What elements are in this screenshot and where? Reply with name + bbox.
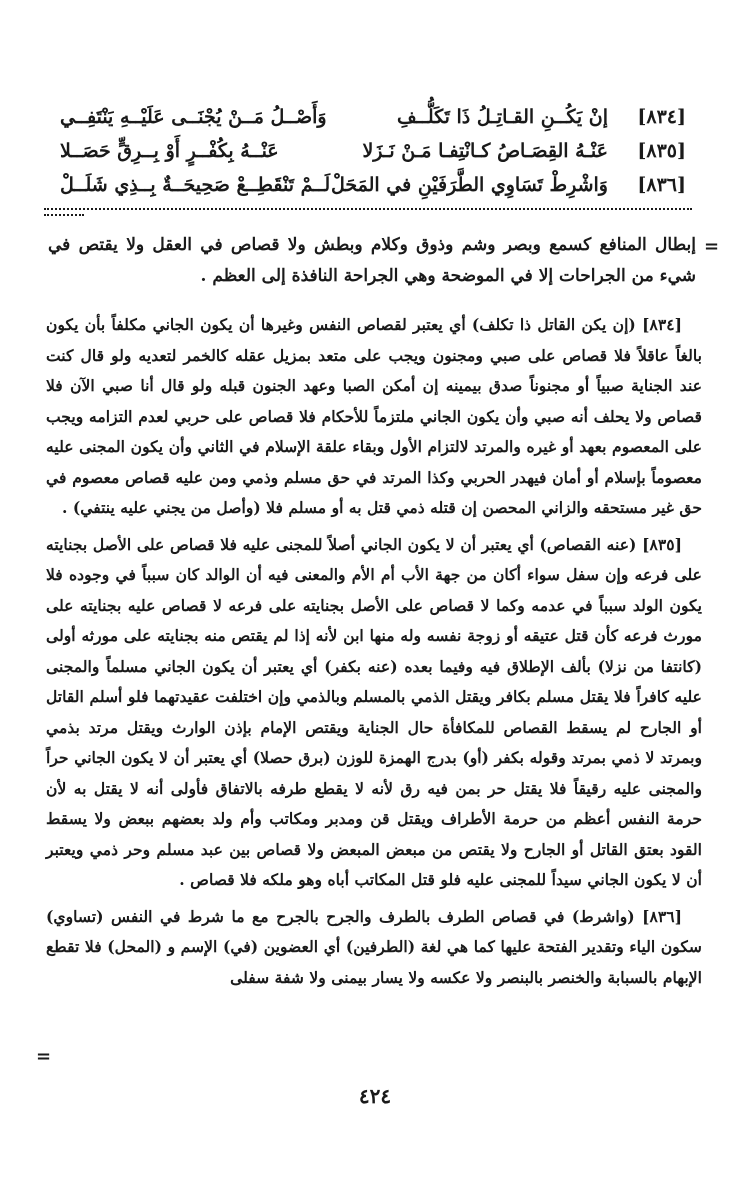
dotted-separator (44, 208, 692, 210)
verse-number: [٨٣٦] (637, 174, 686, 196)
continuation-mark: = (704, 236, 720, 257)
verse-first-hemistich: وَاشْرِطْ تَسَاوِي الطَّرَفَيْنِ في المَحَلْ (330, 174, 608, 196)
paragraph-text: (إن يكن القاتل ذا تكلف) أي يعتبر لقصاص النفس وغيرها أن يكون الجاني مكلفاً بأن يكون بالغاً عاقلاً فلا قصاص على صبي ومجنون ويجب على متعد بمزيل عقله كالخمر لتعديه ولو قال كنت عند الجناية صبياً أو مجنوناً صدق بيمينه إن أمكن الصبا وعهد الجنون قبله ولو قال أنا صبي الآن فلا قصاص ولا يحلف أنه صبي وأن يكون الجاني ملتزماً للأحكام فلا قصاص على حربي لعدم التزامه ويجب على المعصوم بعهد أو غيره والمرتد لالتزام الأول وبقاء علقة الإسلام في الثاني وأن يكون المجنى عليه معصوماً بإسلام أو أمان فيهدر الحربي وكذا المرتد في حق مسلم وذمي ومن عليه قصاص معصوم في حق غير مستحقه والزاني المحصن إن قتله ذمي قتل به أو مسلم فلا (وأصل من يجني عليه ينتفي) . (46, 315, 702, 517)
paragraph-text: (عنه القصاص) أي يعتبر أن لا يكون الجاني أصلاً للمجنى عليه فلا قصاص على الأصل بجنايته على فرعه وإن سفل سواء أكان من جهة الأب أم الأم والمعنى فيه أن الوالد كان سبباً في وجوده فلا يكون الولد سبباً في عدمه وكما لا قصاص على الأصل بجنايته على فرعه لا قصاص عليه بجنايته على مورث فرعه كأن قتل عتيقه أو زوجة نفسه وله منها ابن لأنه إذا لم يقتص منه بجنايته على مورثه أولى (كانتفا من نزلا) بألف الإطلاق فيه وفيما بعده (عنه بكفر) أي يعتبر أن يكون الجاني مسلماً والمجنى عليه كافراً فلا يقتل مسلم بكافر ويقتل الذمي بالمسلم وبالذمي وإن اختلفت عقيدتهما فلو أسلم القاتل أو الجارح لم يسقط القصاص للمكافأة حال الجناية ويقتص الإمام بإذن الوارث ويقتل مرتد بذمي وبمرتد لا ذمي بمرتد وقوله بكفر (أو) بدرج الهمزة للوزن (برق حصلا) أي يعتبر أن لا يكون الجاني حراً والمجنى عليه رقيقاً فلا يقتل حر بمن فيه رق لأنه لا يقطع طرفه بالاتفاق فأولى أنه لا يقتل به لأن حرمة النفس أعظم من حرمة الأطراف ويقتل قن ومدبر ومكاتب وأم ولد بعضهم ببعض ولا يسقط القود بعتق القاتل أو الجارح ولا يقتص من مبعض المبعض ولا قصاص بين عبد مسلم وحر ذمي ويعتبر أن لا يكون الجاني سيداً للمجنى عليه فلو قتل المكاتب أباه وهو ملكه فلا قصاص . (46, 534, 702, 889)
verse-second-hemistich: وَأَصْــلُ مَــنْ يُجْنَــى عَلَيْــهِ يَنْتَفِــي (60, 106, 327, 128)
verse-line (60, 106, 686, 140)
paragraph-ref: [٨٣٤] (642, 315, 682, 334)
paragraph-text: (واشرط) في قصاص الطرف بالطرف والجرح بالجرح مع ما شرط في النفس (تساوي) سكون الياء وتقدير الفتحة عليها كما هي لغة (الطرفين) أي العضوين (في) الإسم و (المحل) فلا تقطع الإبهام بالسبابة والخنصر بالبنصر ولا عكسه ولا يسار بيمنى ولا شفة سفلى (46, 906, 702, 987)
paragraph-ref: [٨٣٥] (642, 534, 683, 554)
verse-first-hemistich: عَنْـهُ القِصَـاصُ كـانْتِفـا مَـنْ نَـزَلا (362, 140, 608, 162)
commentary-paragraph (46, 310, 702, 524)
continues-mark: = (36, 1046, 52, 1067)
verse-number: [٨٣٤] (637, 106, 686, 128)
page-number: ٤٢٤ (358, 1084, 392, 1108)
verse-line (60, 140, 686, 174)
verse-second-hemistich: عَنْــهُ بِكُفْــرٍ أَوْ بِــرِقٍّ حَصَــلا (60, 140, 279, 162)
verse-second-hemistich: لَــمْ تَنْقَطِــعْ صَحِيحَــةٌ بِــذِي شَلَــلْ (60, 174, 331, 196)
verse-line (60, 174, 686, 208)
dotted-separator-tail (44, 214, 84, 216)
commentary (46, 310, 702, 999)
paragraph-ref: [٨٣٦] (642, 906, 682, 926)
verse-number: [٨٣٥] (637, 140, 686, 162)
continued-footnote: إبطال المنافع كسمع وبصر وشم وذوق وكلام وبطش ولا قصاص في العقل ولا يقتص في شيء من الجراحات إلا في الموضحة وهي الجراحة النافذة إلى العظم . (48, 235, 696, 286)
verse-first-hemistich: إنْ يَكُــنِ القـاتِـلُ ذَا تَكَلُّــفِ (397, 106, 608, 128)
commentary-paragraph (46, 902, 702, 994)
commentary-paragraph (46, 530, 702, 896)
verse-block (60, 106, 686, 208)
